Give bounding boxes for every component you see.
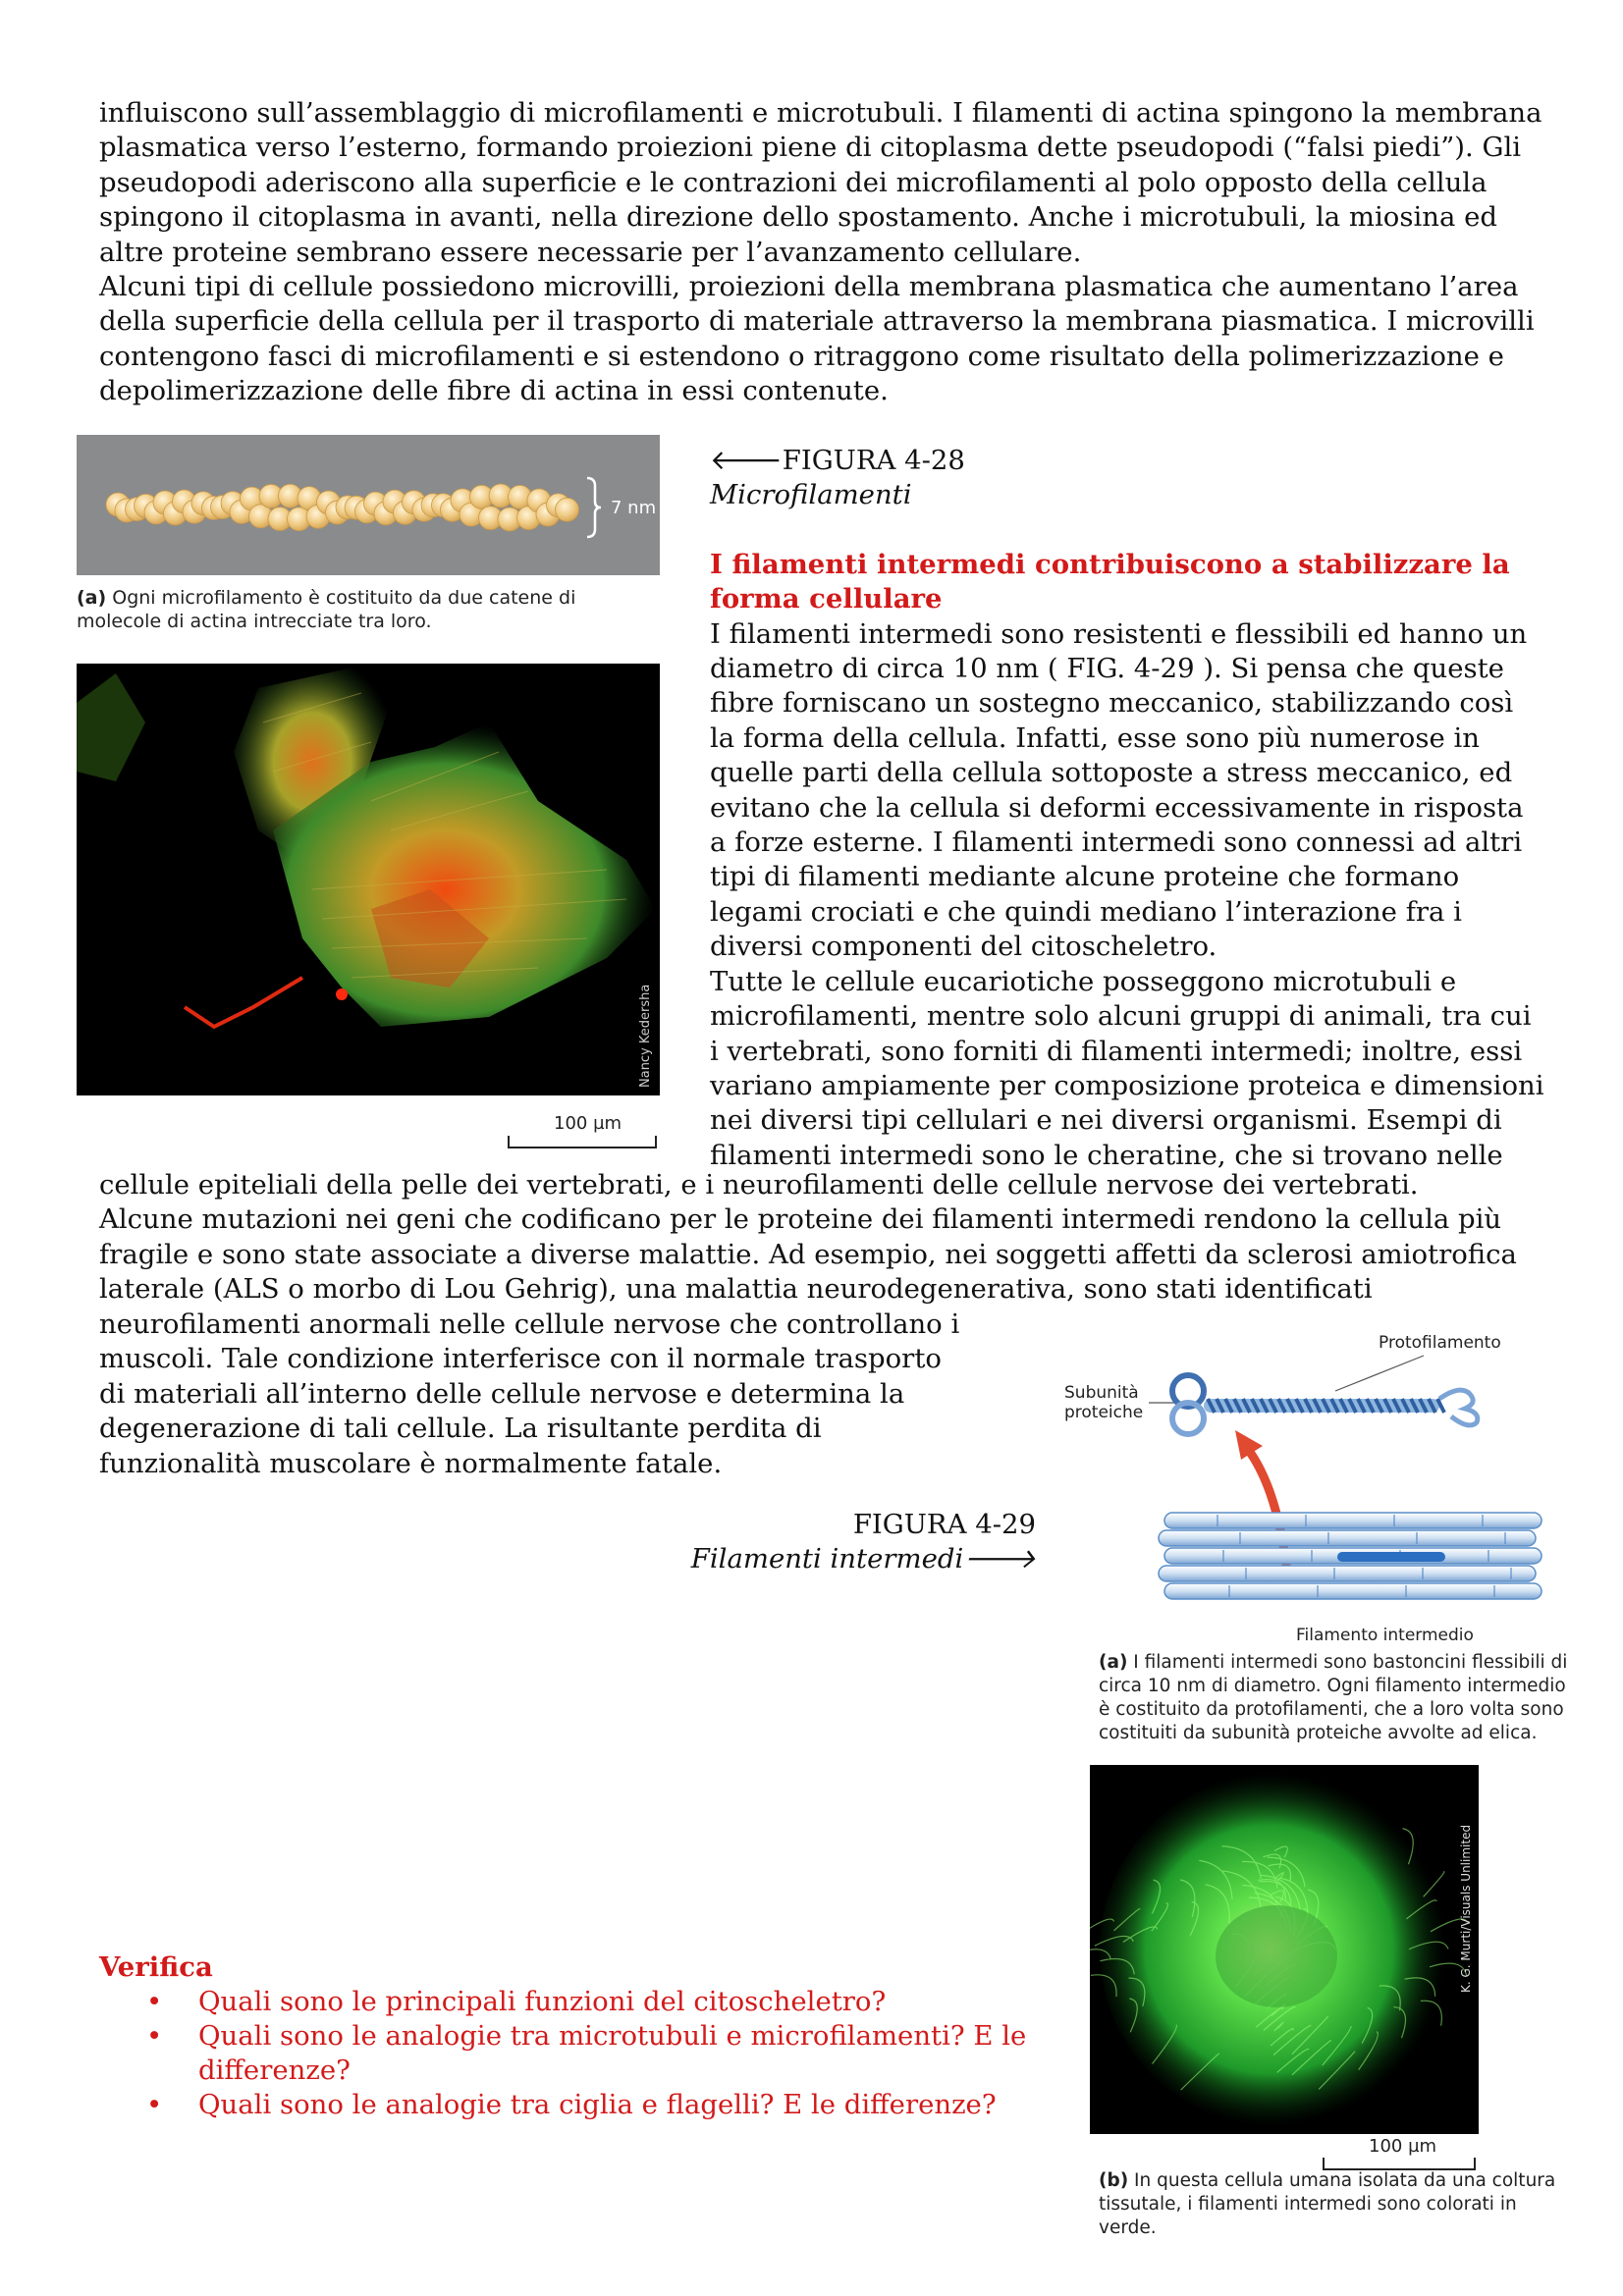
paragraph-pseudopodi: influiscono sull’assemblaggio di microfilamenti e microtubuli. I filamenti di actina spingono la membrana plasmatica verso l’esterno, formando proiezioni piene di citoplasma dette pseudopodi (“falsi piedi”). Gli pseudopodi aderiscono alla superficie e le contrazioni dei microfilamenti al polo opposto della cellula spingono il citoplasma in avanti, nella direzione dello spostamento. Anche i microtubuli, la miosina ed altre proteine sembrano essere necessarie per l’avanzamento cellulare.: [99, 97, 1542, 268]
paragraph-eucariotiche: Tutte le cellule eucariotiche posseggono microtubuli e microfilamenti, mentre solo alcuni gruppi di animali, tra cui i vertebrati, sono forniti di filamenti intermedi; inoltre, essi variano ampiamente per composizione proteica e dimensioni nei diversi tipi cellulari e nei diversi organismi. Esempi di filamenti intermedi sono le cheratine, che si trovano nelle: [710, 965, 1544, 1171]
right-column: [710, 444, 1544, 1173]
label-protofilamento: Protofilamento: [1379, 1333, 1501, 1353]
actin-filament-illustration: [77, 435, 660, 575]
intro-text: [99, 96, 1542, 409]
label-filamento-intermedio: Filamento intermedio: [1296, 1626, 1474, 1644]
paragraph-mutazioni: Alcune mutazioni nei geni che codificano per le proteine dei filamenti intermedi rendono la cellula più fragile e sono state associate a diverse malattie. Ad esempio, nei soggetti affetti da sclerosi amiotrofica laterale (ALS o morbo di Lou Gehrig), una malattia neurodegenerativa, sono stati identificati: [99, 1203, 1517, 1306]
label-subunita: Subunità: [1064, 1383, 1139, 1403]
left-column-text: [99, 1308, 973, 1481]
verifica-section: [99, 1950, 1042, 2122]
fig29-label: FIGURA 4-29: [852, 1509, 1036, 1540]
fig28-title: Microfilamenti: [710, 479, 912, 511]
full-width-text: [99, 1168, 1542, 1308]
fig29b-caption: (b) In questa cellula umana isolata da una coltura tissutale, i filamenti intermedi sono colorati in verde.: [1099, 2170, 1556, 2238]
fig28-credit: Nancy Kedersha: [638, 984, 653, 1088]
fig29-title: Filamenti intermedi🡒: [690, 1543, 1036, 1575]
paragraph-neurofilamenti: cellule epiteliali della pelle dei vertebrati, e i neurofilamenti delle cellule nervose dei vertebrati.: [99, 1169, 1419, 1201]
fig29-credit: K. G. Murti/Visuals Unlimited: [1459, 1824, 1473, 1993]
human-cell-micrograph: [1090, 1765, 1479, 2134]
paragraph-microvilli: Alcuni tipi di cellule possiedono microvilli, proiezioni della membrana plasmatica che aumentano l’area della superficie della cellula per il trasporto di materiale attraverso la membrana piasmatica. I microvilli contengono fasci di microfilamenti e si estendono o ritraggono come risultato della polimerizzazione e depolimerizzazione delle fibre di actina in essi contenute.: [99, 271, 1535, 407]
paragraph-ALS: neurofilamenti anormali nelle cellule nervose che controllano i muscoli. Tale condizione interferisce con il normale trasporto di materiali all’interno delle cellule nervose e determina la degenerazione di tali cellule. La risultante perdita di funzionalità muscolare è normalmente fatale.: [99, 1308, 960, 1479]
paragraph-intermedi: I filamenti intermedi sono resistenti e flessibili ed hanno un diametro di circa 10 nm ( FIG. 4-29 ). Si pensa che queste fibre forniscano un sostegno meccanico, stabilizzando così la forma della cellula. Infatti, esse sono più numerose in quelle parti della cellula sottoposte a stress meccanico, ed evitano che la cellula si deformi eccessivamente in risposta a forze esterne. I filamenti intermedi sono connessi ad altri tipi di filamenti mediante alcune proteine che formano legami crociati e che quindi mediano l’interazione fra i diversi componenti del citoscheletro.: [710, 617, 1528, 963]
question-item: • Quali sono le analogie tra microtubuli e microfilamenti? E le differenze?: [99, 2019, 1042, 2088]
fig29-caption-block: [691, 1508, 1036, 1576]
dimension-label: 7 nm: [611, 498, 657, 518]
fig28-label: 🡐FIGURA 4-28: [710, 445, 965, 476]
fig29-scale-label: 100 µm: [1369, 2136, 1437, 2157]
label-proteiche: proteiche: [1064, 1403, 1144, 1422]
question-item: • Quali sono le principali funzioni del citoscheletro?: [99, 1985, 1042, 2019]
fig28-scale-label: 100 µm: [554, 1113, 622, 1134]
scale-bar-icon: [507, 1136, 664, 1149]
protofilament-helix: [1172, 1375, 1478, 1434]
dimension-brace-icon: [587, 478, 601, 537]
verifica-title: Verifica: [99, 1951, 213, 1983]
question-list: [99, 1985, 1042, 2122]
section-heading: I filamenti intermedi contribuiscono a stabilizzare la forma cellulare: [710, 548, 1510, 615]
fig29a-caption: (a) I filamenti intermedi sono bastoncini flessibili di circa 10 nm di diametro. Ogni filamento intermedio è costituito da protofilamenti, che a loro volta sono costituiti da subunità proteiche avvolte ad elica.: [1099, 1652, 1568, 1743]
fig28a-caption: (a) Ogni microfilamento è costituito da due catene di molecole di actina intrecciate tra loro.: [77, 587, 576, 632]
fibroblast-micrograph: [77, 664, 660, 1095]
actin-bead-chains: [106, 484, 579, 531]
question-item: • Quali sono le analogie tra ciglia e flagelli? E le differenze?: [99, 2088, 1042, 2122]
intermediate-filament-diagram: [1051, 1320, 1561, 1644]
